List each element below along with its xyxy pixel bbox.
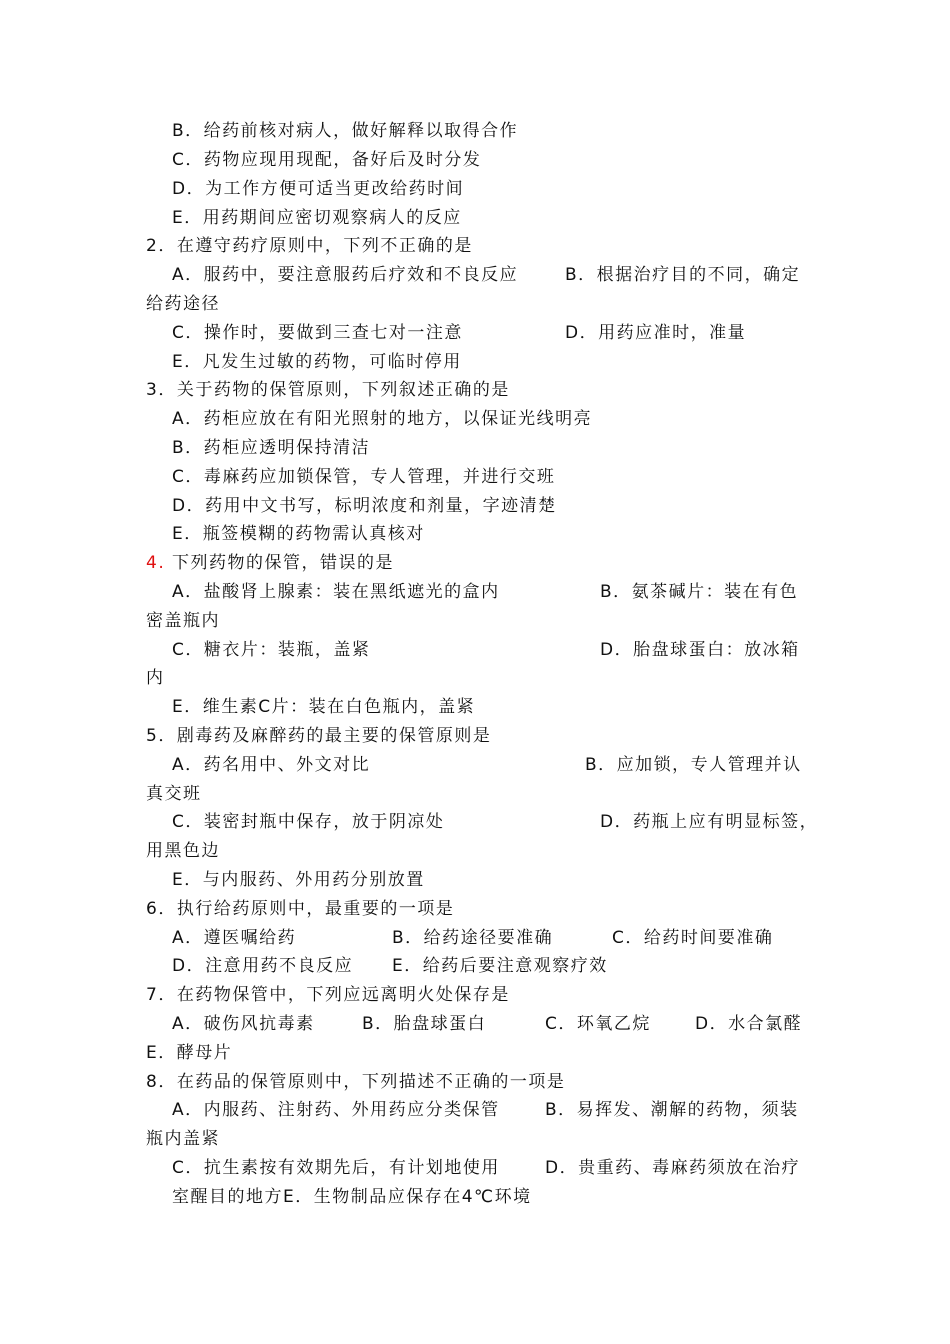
text-line: D．为工作方便可适当更改给药时间 [172,179,465,199]
text-line: B．药柜应透明保持清洁 [172,438,371,458]
text-line: C．给药时间要准确 [612,928,774,948]
text-line: A．破伤风抗毒素 [172,1014,315,1034]
text-line: 室醒目的地方E．生物制品应保存在4℃环境 [172,1187,532,1207]
question-number-highlight: 4. [146,553,166,573]
text-line: C．操作时，要做到三查七对一注意 [172,323,463,343]
text-line: 真交班 [146,784,202,804]
text-line: A．药名用中、外文对比 [172,755,371,775]
text-line: A．遵医嘱给药 [172,928,297,948]
text-line: B．给药前核对病人，做好解释以取得合作 [172,121,519,141]
question-title: 7．在药物保管中，下列应远离明火处保存是 [146,985,510,1005]
text-line: E．酵母片 [146,1043,233,1063]
text-line: A．药柜应放在有阳光照射的地方，以保证光线明亮 [172,409,593,429]
question-title: 2．在遵守药疗原则中，下列不正确的是 [146,236,473,256]
text-line: 内 [146,668,165,688]
text-line: B．给药途径要准确 [392,928,554,948]
text-line: D．药用中文书写，标明浓度和剂量，字迹清楚 [172,496,557,516]
question-title: 8．在药品的保管原则中，下列描述不正确的一项是 [146,1072,566,1092]
text-line: E．与内服药、外用药分别放置 [172,870,425,890]
text-line: D．贵重药、毒麻药须放在治疗 [545,1158,801,1178]
text-line: C．装密封瓶中保存，放于阴凉处 [172,812,445,832]
text-line: D．药瓶上应有明显标签， [600,812,819,832]
text-line: B．氨茶碱片：装在有色 [600,582,799,602]
question-title: 6．执行给药原则中，最重要的一项是 [146,899,455,919]
text-line: C．毒麻药应加锁保管，专人管理，并进行交班 [172,467,556,487]
text-line: 瓶内盖紧 [146,1129,220,1149]
text-line: C．糖衣片：装瓶，盖紧 [172,640,371,660]
text-line: B．应加锁，专人管理并认 [585,755,802,775]
text-line: E．给药后要注意观察疗效 [392,956,608,976]
text-line: B．易挥发、潮解的药物，须装 [545,1100,799,1120]
text-line: E．维生素C片：装在白色瓶内，盖紧 [172,697,476,717]
text-line: B．根据治疗目的不同，确定 [565,265,801,285]
text-line: C．环氧乙烷 [545,1014,651,1034]
text-line: A．盐酸肾上腺素：装在黑纸遮光的盒内 [172,582,500,602]
question-title: 下列药物的保管，错误的是 [172,553,394,573]
text-line: D．胎盘球蛋白：放冰箱 [600,640,800,660]
text-line: E．凡发生过敏的药物，可临时停用 [172,352,462,372]
text-line: C．药物应现用现配，备好后及时分发 [172,150,482,170]
text-line: D．用药应准时，准量 [565,323,747,343]
text-line: 用黑色边 [146,841,220,861]
text-line: D．注意用药不良反应 [172,956,354,976]
text-line: A．内服药、注射药、外用药应分类保管 [172,1100,500,1120]
question-title: 3．关于药物的保管原则，下列叙述正确的是 [146,380,510,400]
text-line: 给药途径 [146,294,220,314]
text-line: D．水合氯醛 [695,1014,803,1034]
text-line: A．服药中，要注意服药后疗效和不良反应 [172,265,519,285]
text-line: B．胎盘球蛋白 [362,1014,487,1034]
text-line: E．用药期间应密切观察病人的反应 [172,208,462,228]
text-line: 密盖瓶内 [146,611,220,631]
text-line: E．瓶签模糊的药物需认真核对 [172,524,425,544]
text-line: C．抗生素按有效期先后，有计划地使用 [172,1158,500,1178]
question-title: 5．剧毒药及麻醉药的最主要的保管原则是 [146,726,492,746]
